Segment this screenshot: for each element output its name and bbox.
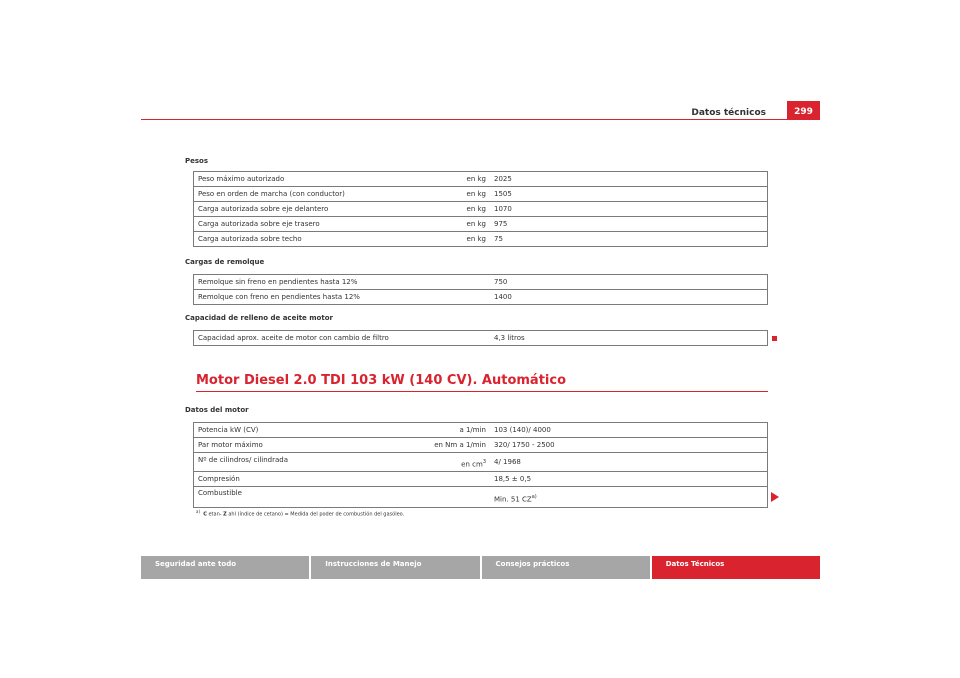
footnote-z: Z (223, 511, 227, 518)
motor-table (193, 422, 768, 508)
page-number: 299 (787, 101, 820, 120)
row-unit: a 1/min (422, 423, 490, 438)
row-value (490, 487, 768, 508)
page-header-title: Datos técnicos (691, 108, 766, 118)
row-value: 1400 (490, 290, 768, 305)
row-value: 1070 (490, 202, 768, 217)
row-value: 320/ 1750 - 2500 (490, 438, 768, 453)
row-unit-sup: 3 (482, 459, 486, 466)
row-label: Carga autorizada sobre eje delantero (194, 202, 423, 217)
row-value: 4,3 litros (490, 331, 768, 346)
row-value: 18,5 ± 0,5 (490, 472, 768, 487)
footnote-ref: a) (531, 494, 537, 501)
header-divider (141, 119, 820, 120)
row-label: Carga autorizada sobre eje trasero (194, 217, 423, 232)
row-unit: en kg (422, 187, 490, 202)
row-label: Nº de cilindros/ cilindrada (194, 453, 423, 472)
table-row (194, 453, 768, 472)
row-value: 975 (490, 217, 768, 232)
pesos-table (193, 171, 768, 247)
row-label: Peso máximo autorizado (194, 172, 423, 187)
table-row (194, 202, 768, 217)
footnote-text-2: ahl (índice de cetano) = Medida del poder de combustión del gasóleo. (226, 511, 405, 518)
footnote-text-1: etan- (206, 511, 224, 518)
remolque-table (193, 274, 768, 305)
row-value: 1505 (490, 187, 768, 202)
row-unit (422, 290, 490, 305)
row-label: Par motor máximo (194, 438, 423, 453)
aceite-table (193, 330, 768, 346)
footnote-mark: a) (196, 509, 201, 514)
motor-heading: Motor Diesel 2.0 TDI 103 kW (140 CV). Automático (196, 373, 566, 388)
row-value: 75 (490, 232, 768, 247)
nav-tab-seguridad[interactable]: Seguridad ante todo (141, 556, 309, 579)
footnote-c: C (203, 511, 207, 518)
row-unit-text: en cm (461, 460, 483, 469)
table-row (194, 172, 768, 187)
bottom-nav (141, 556, 820, 579)
table-row (194, 423, 768, 438)
row-value-text: Min. 51 CZ (494, 495, 532, 504)
row-unit: en kg (422, 232, 490, 247)
table-row (194, 290, 768, 305)
row-unit (422, 472, 490, 487)
section-title-remolque: Cargas de remolque (185, 258, 265, 266)
row-label: Compresión (194, 472, 423, 487)
row-label: Capacidad aprox. aceite de motor con cambio de filtro (194, 331, 423, 346)
row-value: 2025 (490, 172, 768, 187)
nav-tab-consejos[interactable]: Consejos prácticos (482, 556, 650, 579)
table-row (194, 438, 768, 453)
footnote (196, 509, 404, 518)
row-unit: en kg (422, 172, 490, 187)
row-unit: en kg (422, 217, 490, 232)
table-row (194, 275, 768, 290)
table-row (194, 487, 768, 508)
row-label: Peso en orden de marcha (con conductor) (194, 187, 423, 202)
row-label: Carga autorizada sobre techo (194, 232, 423, 247)
nav-tab-datos-tecnicos[interactable]: Datos Técnicos (652, 556, 820, 579)
row-unit (422, 331, 490, 346)
row-unit: en Nm a 1/min (422, 438, 490, 453)
table-row (194, 187, 768, 202)
row-unit (422, 275, 490, 290)
row-value: 750 (490, 275, 768, 290)
table-row (194, 472, 768, 487)
table-row (194, 232, 768, 247)
section-title-aceite: Capacidad de relleno de aceite motor (185, 314, 333, 322)
row-label: Remolque con freno en pendientes hasta 12% (194, 290, 423, 305)
row-value: 4/ 1968 (490, 453, 768, 472)
row-unit (422, 487, 490, 508)
continue-arrow-icon (771, 492, 779, 502)
section-title-motor: Datos del motor (185, 406, 249, 414)
section-title-pesos: Pesos (185, 157, 209, 165)
motor-heading-divider (196, 391, 768, 392)
row-label: Potencia kW (CV) (194, 423, 423, 438)
row-label: Remolque sin freno en pendientes hasta 12% (194, 275, 423, 290)
table-row (194, 217, 768, 232)
row-value: 103 (140)/ 4000 (490, 423, 768, 438)
row-label: Combustible (194, 487, 423, 508)
table-row (194, 331, 768, 346)
nav-tab-instrucciones[interactable]: Instrucciones de Manejo (311, 556, 479, 579)
row-unit: en kg (422, 202, 490, 217)
section-end-marker-icon (772, 336, 777, 341)
row-unit (422, 453, 490, 472)
